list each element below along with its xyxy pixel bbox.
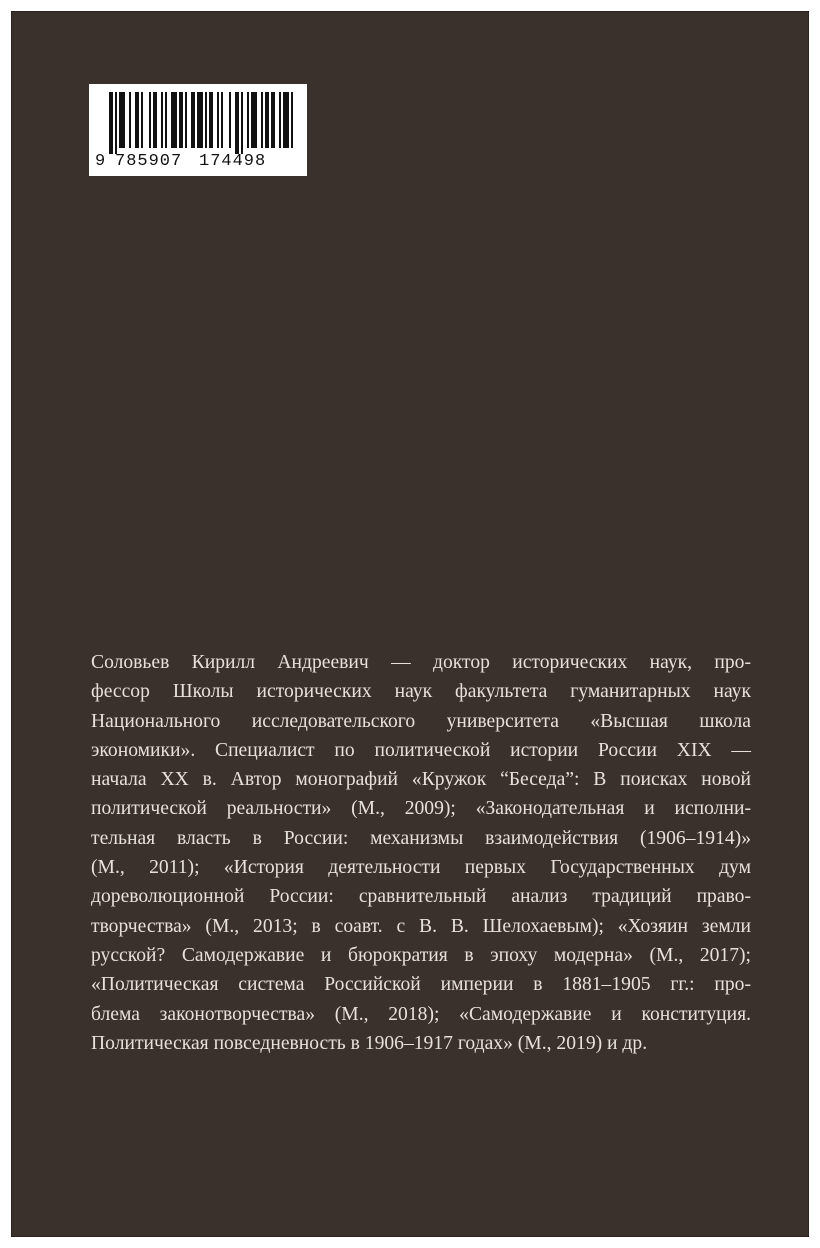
bio-line: экономики». Специалист по политической истории России XIX — bbox=[91, 739, 751, 761]
barcode-bar bbox=[171, 92, 177, 148]
bio-line: Политическая повседневность в 1906–1917 годах» (М., 2019) и др. bbox=[91, 1032, 648, 1054]
barcode-bar bbox=[149, 92, 151, 148]
barcode-bar bbox=[161, 92, 163, 148]
barcode-bar bbox=[129, 92, 131, 148]
barcode-bar bbox=[291, 92, 293, 148]
bio-line: тельная власть в России: механизмы взаимодействия (1906–1914)» bbox=[91, 827, 751, 849]
bio-line: «Политическая система Российской империи в 1881–1905 гг.: про- bbox=[91, 974, 751, 996]
bio-line: Соловьев Кирилл Андреевич — доктор исторических наук, про- bbox=[91, 652, 751, 673]
barcode-bar bbox=[271, 92, 275, 148]
isbn-digit-group-1: 785907 bbox=[115, 152, 183, 171]
book-back-cover bbox=[11, 11, 809, 1237]
isbn-number bbox=[95, 152, 301, 174]
barcode-bar bbox=[141, 92, 143, 148]
author-biography bbox=[91, 648, 751, 1058]
bio-line: фессор Школы исторических наук факультета гуманитарных наук bbox=[91, 681, 751, 703]
barcode-bar bbox=[153, 92, 157, 148]
isbn-barcode bbox=[89, 84, 307, 176]
isbn-digit-first: 9 bbox=[95, 152, 106, 171]
bio-line: политической реальности» (М., 2009); «Законодательная и исполни- bbox=[91, 798, 751, 820]
barcode-bar bbox=[235, 92, 239, 154]
bio-line: русской? Самодержавие и бюрократия в эпоху модерна» (М., 2017); bbox=[91, 944, 751, 966]
barcode-bar bbox=[261, 92, 263, 148]
barcode-bar bbox=[185, 92, 187, 148]
barcode-bar bbox=[191, 92, 195, 148]
barcode-bar bbox=[251, 92, 257, 148]
barcode-bar bbox=[265, 92, 269, 148]
barcode-bar bbox=[179, 92, 183, 148]
barcode-bar bbox=[135, 92, 139, 148]
bio-line: Национального исследовательского университета «Высшая школа bbox=[91, 710, 751, 732]
barcode-bar bbox=[229, 92, 231, 148]
bio-line: начала XX в. Автор монографий «Кружок “Беседа”: В поисках новой bbox=[91, 769, 751, 791]
barcode-bar bbox=[241, 92, 243, 154]
barcode-bar bbox=[283, 92, 289, 148]
barcode-bar bbox=[279, 92, 281, 148]
barcode-bar bbox=[221, 92, 223, 148]
bio-line: блема законотворчества» (М., 2018); «Самодержавие и конституция. bbox=[91, 1003, 751, 1025]
barcode-bar bbox=[205, 92, 207, 148]
isbn-digit-group-2: 174498 bbox=[199, 152, 267, 171]
bio-line: творчества» (М., 2013; в соавт. с В. В. Шелохаевым); «Хозяин земли bbox=[91, 915, 751, 937]
bio-line: дореволюционной России: сравнительный анализ традиций право- bbox=[91, 886, 751, 908]
barcode-icon bbox=[89, 84, 307, 154]
barcode-bar bbox=[109, 92, 113, 154]
barcode-bar bbox=[247, 92, 249, 148]
barcode-bar bbox=[209, 92, 213, 148]
barcode-bar bbox=[197, 92, 203, 148]
barcode-bar bbox=[165, 92, 167, 148]
barcode-bar bbox=[115, 92, 117, 154]
barcode-bar bbox=[217, 92, 219, 148]
bio-line: (М., 2011); «История деятельности первых Государственных дум bbox=[91, 857, 751, 879]
barcode-bar bbox=[119, 92, 125, 148]
